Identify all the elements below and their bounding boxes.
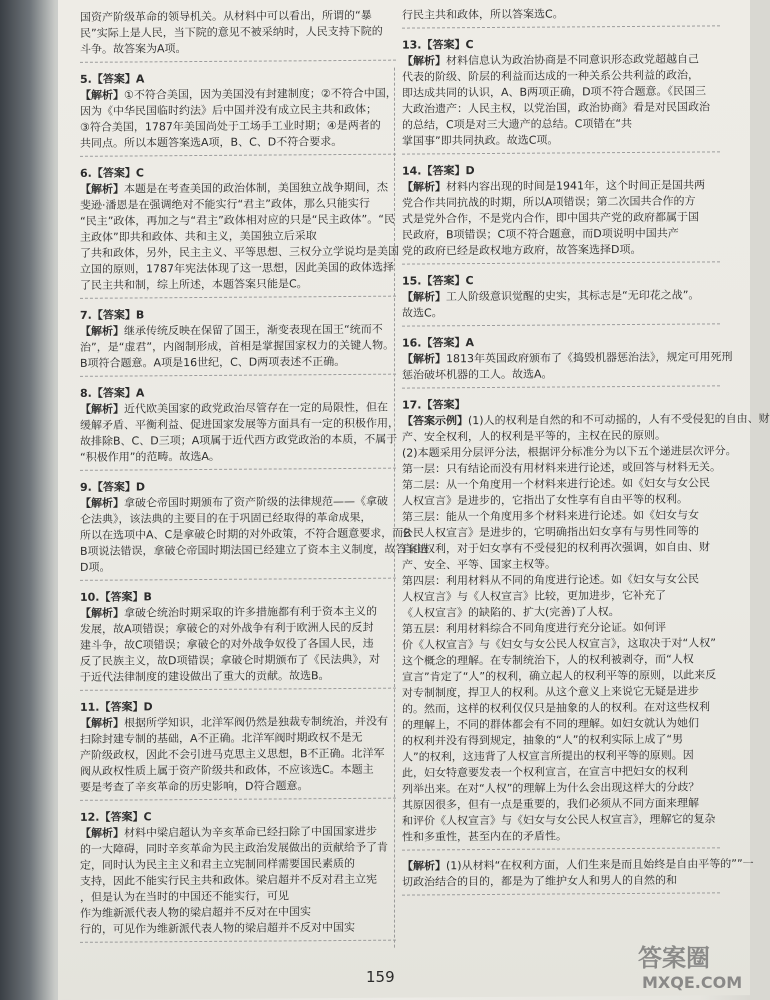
line-text: 人”的权利，这违背了人权宣言所提出的权利平等的原则。因: [402, 748, 694, 764]
line-text: 这个概念的理解。在专制统治下，人的权利被剥夺，而“人权: [402, 652, 694, 668]
line-text: 宣言”肯定了“人”的权利，确立起人的权利平等的原则，以此来反: [402, 668, 717, 684]
answer-label: 【答案】: [421, 164, 466, 178]
analysis-tag: 【解析】: [80, 402, 124, 416]
line-text: 根据所学知识，北洋军阀仍然是独裁专制统治，并没有: [124, 714, 388, 730]
answer-value: D: [143, 700, 153, 714]
answer-value: B: [135, 308, 145, 322]
line-text: 要是考查了辛亥革命的历史影响，D符合题意。: [80, 779, 309, 794]
line-text: 民”实际上是人民，当下院的意见不被采纳时，人民支持下院的: [80, 24, 383, 40]
text-line: [402, 99, 720, 117]
answer-label: 【答案】: [421, 274, 466, 288]
answer-header: [80, 69, 396, 88]
line-text: 对专制制度，捍卫人的权利。从这个意义上来说它无疑是进步: [402, 684, 699, 700]
line-text: 继承传统反映在保留了国王，渐变表现在国王“统而不: [124, 322, 383, 338]
question-block: [80, 807, 396, 943]
line-text: 的。然而，这样的权利仅仅只是抽象的人的权利。在对这些权利: [402, 700, 710, 716]
text-line: [402, 411, 770, 429]
line-text: 第二层：从一个角度用一个材料来进行论述。如《妇女与女公民: [402, 476, 710, 492]
analysis-tag: 【解析】: [80, 182, 124, 196]
answer-header: [402, 34, 720, 53]
answer-header: [402, 394, 720, 413]
line-text: 仑法典》，该法典的主要目的在于巩固已经取得的革命成果，: [80, 510, 372, 526]
question-block: [80, 163, 399, 299]
text-line: [80, 652, 396, 670]
line-text: 作为维新派代表人物的梁启超并不反对在中国实: [80, 905, 311, 920]
line-text: 本题是在考查美国的政治体制，美国独立战争期间，杰: [124, 180, 388, 196]
analysis-tag: 【解析】: [80, 496, 124, 510]
answer-label: 【答案】: [91, 480, 136, 494]
text-line: [402, 303, 720, 321]
text-line: [80, 338, 396, 356]
line-text: 第一层：只有结论而没有用材料来进行论述，或回答与材料无关。: [402, 460, 721, 476]
line-text: B项符合题意。A项是16世纪，C、D两项表述不正确。: [80, 354, 346, 370]
line-text: 定，同时认为民主主义和君主立宪制同样需要国民素质的: [80, 856, 355, 872]
line-text: 人权宣言》与《人权宣言》比较，更加进步，它补充了: [402, 588, 666, 604]
line-text: 行民主共和政体，所以答案选C。: [402, 7, 564, 22]
line-text: 材料内容出现的时间是1941年，这个时间正是国共两: [446, 178, 705, 194]
text-line: [80, 448, 396, 466]
line-text: 阀从政权性质上属于资产阶级共和政体，不应该选C。本题主: [80, 762, 374, 778]
line-text: 式是党外合作，不是党内合作，即中国共产党的政府都属于国: [402, 210, 699, 226]
line-text: 第四层：利用材料从不同的角度进行论述。如《妇女与女公民: [402, 572, 699, 588]
line-text: 治”，是“虚君”，内阁制形成，首相是掌握国家权力的关键人物。: [80, 338, 395, 354]
text-line: [80, 762, 396, 780]
line-text: “民主”政体，再加之与“君主”政体相对应的只是“民主政体”。“民: [80, 212, 395, 228]
line-text: 了民主共和制，综上所述，本题答案只能是C。: [80, 277, 308, 292]
line-text: 因为《中华民国临时约法》后中国并没有成立民主共和政体；: [80, 102, 377, 118]
text-line: [402, 241, 720, 259]
answer-value: C: [135, 166, 144, 180]
line-text: 1813年英国政府颁布了《捣毁机器惩治法》，规定可用死刑: [446, 350, 733, 366]
line-text: 建斗争，故C项错误；拿破仑的对外战争奴役了各国人民，违: [80, 636, 374, 652]
line-text: 立国的原则，1787年宪法体现了这一思想，因此美国的政体选择: [80, 260, 394, 276]
analysis-tag: 【解析】: [80, 716, 124, 730]
line-text: 公民人权宣言》是进步的，它明确指出妇女享有与男性同等的: [402, 524, 699, 540]
line-text: 斗争。故答案为A项。: [80, 42, 187, 56]
line-text: 掌国事”即共同执政。故选C项。: [402, 133, 559, 148]
answer-value: A: [135, 72, 145, 86]
text-line: [402, 872, 720, 890]
question-number: 17.: [402, 398, 422, 412]
question-number: 14.: [402, 164, 422, 178]
line-text: 的权利并没有得到规定，抽象的“人”的权利实际上成了“男: [402, 732, 684, 748]
analysis-tag: 【解析】: [402, 180, 446, 194]
answer-label: 【答案】: [91, 386, 136, 400]
question-number: 10.: [80, 590, 100, 604]
analysis-tag: 【解析】: [80, 826, 124, 840]
line-text: 拿破仑统治时期采取的许多措施都有利于资本主义的: [124, 604, 377, 620]
line-text: 《人权宣言》的缺陷的、扩大(完善)了人权。: [402, 605, 620, 620]
question-number: 12.: [80, 810, 100, 824]
answer-value: B: [143, 590, 152, 604]
question-number: 15.: [402, 274, 422, 288]
answer-label: 【答案】: [421, 336, 466, 350]
analysis-tag: 【解析】: [80, 606, 124, 620]
text-line: [80, 212, 396, 230]
line-text: 自由权利，对于妇女享有不受侵犯的权利再次强调，如自由、财: [402, 540, 710, 556]
question-number: 7.: [80, 308, 92, 322]
text-line: [80, 668, 396, 686]
line-text: 行的，可见作为维新派代表人物的梁启超并不反对中国实: [80, 920, 355, 936]
line-text: 近代欧美国家的政党政治尽管存在一定的局限性，但在: [124, 400, 388, 416]
line-text: 工人阶级意识觉醒的史实，其标志是“无印花之战”。: [446, 288, 700, 304]
question-number: 11.: [80, 700, 100, 714]
line-text: 扫除封建专制的基础，A不正确。北洋军阀时期政权不是无: [80, 730, 363, 746]
question-block: [402, 160, 720, 264]
question-block: [80, 383, 399, 471]
line-text: 产、安全、平等、国家主权等。: [402, 557, 556, 572]
question-block: [80, 305, 396, 377]
question-block: [402, 856, 754, 895]
analysis-tag: 【解析】: [80, 88, 124, 102]
line-text: 切政治结合的目的，都是为了维护女人和男人的自然的和: [402, 873, 677, 889]
line-text: (1)从材料“在权利方面，人们生来是而且始终是自由平等的””一: [446, 857, 754, 873]
text-line: [80, 276, 396, 294]
analysis-tag: 【解析】: [402, 290, 446, 304]
answer-value: A: [465, 336, 475, 350]
line-text: 此，妇女特意要发表一个权利宣言，在宣言中把妇女的权利: [402, 764, 688, 780]
watermark-logo: [634, 936, 744, 994]
answer-value: C: [143, 810, 152, 824]
line-text: 材料中梁启超认为辛亥革命已经扫除了中国国家进步: [124, 824, 377, 840]
answer-label: 【答案】: [91, 308, 136, 322]
question-number: 16.: [402, 336, 422, 350]
question-block: [80, 697, 396, 801]
line-text: 第三层：能从一个角度用多个材料来进行论述。如《妇女与女: [402, 508, 699, 524]
line-text: (2)本题采用分层评分法，根据评分标准分为以下五个递进层次评分。: [402, 444, 737, 460]
answer-header: [80, 807, 396, 826]
question-block: [80, 69, 396, 157]
answer-label: 【答案】: [99, 700, 144, 714]
analysis-tag: 【答案示例】: [402, 414, 468, 428]
line-text: 的理解上，不同的群体都会有不同的理解。如妇女就认为她们: [402, 716, 699, 732]
line-text: 所以在选项中A、C是拿破仑时期的对外政策，不符合题意要求，而B: [80, 526, 411, 542]
question-block: [402, 5, 720, 28]
text-line: [80, 134, 396, 152]
answer-label: 【答案】: [99, 810, 144, 824]
question-number: 5.: [80, 72, 92, 86]
right-column: [402, 5, 770, 903]
line-text: 故选C。: [402, 306, 443, 320]
answer-header: [80, 697, 396, 716]
text-line: [80, 260, 396, 278]
answer-header: [80, 477, 396, 496]
line-text: (1)人的权利是自然的和不可动摇的，人有不受侵犯的自由、财: [468, 412, 770, 428]
answer-label: 【答案】: [421, 38, 466, 52]
text-line: [80, 432, 396, 450]
question-number: 6.: [80, 166, 92, 180]
analysis-tag: 【解析】: [402, 352, 446, 366]
line-text: 代表的阶级、阶层的利益而达成的一种关系公共利益的政治，: [402, 68, 699, 84]
text-line: [402, 571, 720, 589]
text-line: [402, 349, 733, 367]
line-text: 和评价《人权宣言》与《妇女与女公民人权宣言》，理解它的复杂: [402, 812, 716, 828]
line-text: ，但是认为在当时的中国还不能实行，可见: [80, 889, 289, 904]
line-text: D项。: [80, 560, 111, 574]
text-line: [80, 920, 396, 938]
line-text: 的一大障碍，同时辛亥革命为民主政治发展做出的贡献给予了肯: [80, 840, 388, 856]
line-text: 材料信息认为政治协商是不同意识形态政党超越自己: [446, 52, 699, 68]
text-line: [80, 118, 396, 136]
answer-value: C: [465, 38, 474, 52]
text-line: [402, 131, 720, 149]
line-text: 惩治破坏机器的工人。故选A。: [402, 367, 553, 382]
answer-label: 【答案】: [91, 72, 136, 86]
answer-label: 【答案】: [421, 398, 466, 412]
line-text: 于近代法律制度的建设做出了重大的贡献。故选B。: [80, 669, 330, 684]
text-line: [80, 558, 396, 576]
text-line: [80, 24, 396, 42]
question-block: [402, 394, 770, 850]
answer-header: [402, 332, 720, 351]
answer-value: A: [135, 386, 145, 400]
page-number: 159: [366, 968, 395, 986]
line-text: 支持，因此不能实行民主共和政体。梁启超并不反对君主立宪: [80, 872, 377, 888]
line-text: 拿破仑帝国时期颁布了资产阶级的法律规范——《拿破: [124, 494, 388, 510]
answer-header: [402, 270, 720, 289]
line-text: 民政府，B项错误；C项不符合题意，而D项说明中国共产: [402, 226, 679, 242]
question-block: [80, 477, 429, 581]
text-line: [402, 287, 720, 305]
text-line: [402, 827, 720, 845]
answer-header: [80, 587, 396, 606]
line-text: 的总结，C项是对三大遗产的总结。C项错在“共: [402, 116, 633, 132]
line-text: 缓解矛盾、平衡利益、促进国家发展等方面具有一定的积极作用，: [80, 416, 399, 432]
text-line: [80, 778, 396, 796]
text-line: [402, 365, 720, 383]
line-text: ①不符合美国，因为美国没有封建制度；②不符合中国，: [124, 86, 397, 102]
line-text: 反了民族主义，故D项错误；拿破仑时期颁布了《民法典》，对: [80, 652, 380, 668]
question-block: [80, 587, 396, 691]
question-block: [402, 332, 733, 388]
line-text: “积极作用”的范畴。故选A。: [80, 449, 220, 464]
analysis-tag: 【解析】: [80, 324, 124, 338]
line-text: 产、安全权利，人的权利是平等的，主权在民的原则。: [402, 428, 666, 444]
svg-text:MXQE.COM: MXQE.COM: [642, 973, 743, 992]
question-number: 8.: [80, 386, 92, 400]
answer-header: [402, 160, 720, 179]
line-text: 主政体”即共和政体、共和主义，美国独立后采取: [80, 229, 317, 244]
line-text: 党的政府已经是政权地方政府，故答案选择D项。: [402, 242, 642, 258]
line-text: 国资产阶级革命的领导机关。从材料中可以看出，所谓的“暴: [80, 8, 372, 24]
line-text: 斐逊·潘恩是在强调绝对不能实行“君主”政体，那么只能实行: [80, 196, 370, 212]
line-text: 人权宣言》是进步的，它指出了女性享有自由平等的权利。: [402, 492, 688, 508]
answer-value: C: [465, 274, 474, 288]
text-line: [80, 872, 396, 890]
line-text: ③符合美国，1787年美国尚处于工场手工业时期；④是两者的: [80, 118, 381, 134]
line-text: 共同点。所以本题答案选A项，B、C、D不符合要求。: [80, 135, 343, 150]
line-text: 发展，故A项错误；拿破仑的对外战争有利于欧洲人民的反封: [80, 620, 374, 636]
line-text: 党合作共同抗战的时期，所以A项错误；第二次国共合作的方: [402, 194, 696, 210]
line-text: 其原因很多，但有一点是重要的，我们必须从不同方面来理解: [402, 796, 699, 812]
question-number: 13.: [402, 38, 422, 52]
question-block: [402, 34, 720, 154]
text-line: [402, 225, 720, 243]
line-text: 了共和政体，另外，民主主义、平等思想、三权分立学说均是美国: [80, 244, 399, 260]
line-text: 性和多重性，甚至内在的矛盾性。: [402, 829, 567, 844]
answer-label: 【答案】: [91, 166, 136, 180]
line-text: 第五层：利用材料综合不同角度进行充分论证。如何评: [402, 620, 666, 636]
answer-header: [80, 383, 396, 402]
answer-label: 【答案】: [99, 590, 144, 604]
question-block: [402, 270, 720, 326]
line-text: 即达成共同的认识，A、B两项正确，D项不符合题意。《民国三: [402, 84, 707, 100]
analysis-tag: 【解析】: [402, 859, 446, 873]
analysis-tag: 【解析】: [402, 54, 446, 68]
line-text: B项说法错误，拿破仑帝国时期法国已经建立了资本主义制度，故答案选: [80, 542, 429, 558]
line-text: 大政治遗产：人民主权，以党治国，政治协商》看是对民国政治: [402, 100, 710, 116]
book-page: [58, 0, 770, 1000]
text-line: [80, 40, 396, 58]
text-line: [80, 542, 429, 560]
line-text: 产阶级政权，因此不会引进马克思主义思想，B不正确。北洋军: [80, 746, 385, 762]
text-line: [402, 811, 720, 829]
svg-text:答案圈: 答案圈: [638, 944, 710, 972]
answer-value: D: [135, 480, 145, 494]
line-text: 故排除B、C、D三项；A项属于近代西方政党政治的本质，不属于: [80, 432, 398, 448]
question-number: 9.: [80, 480, 92, 494]
text-line: [80, 354, 396, 372]
text-line: [402, 5, 720, 23]
answer-header: [80, 305, 396, 324]
question-block: [80, 8, 396, 63]
text-line: [402, 539, 720, 557]
line-text: 列举出来。在对“人权”的理解上为什么会出现这样大的分歧？: [402, 780, 700, 796]
line-text: 价《人权宣言》与《妇女与女公民人权宣言》，这取决于对“人权”: [402, 636, 716, 652]
answer-header: [80, 163, 396, 182]
answer-value: D: [465, 164, 475, 178]
